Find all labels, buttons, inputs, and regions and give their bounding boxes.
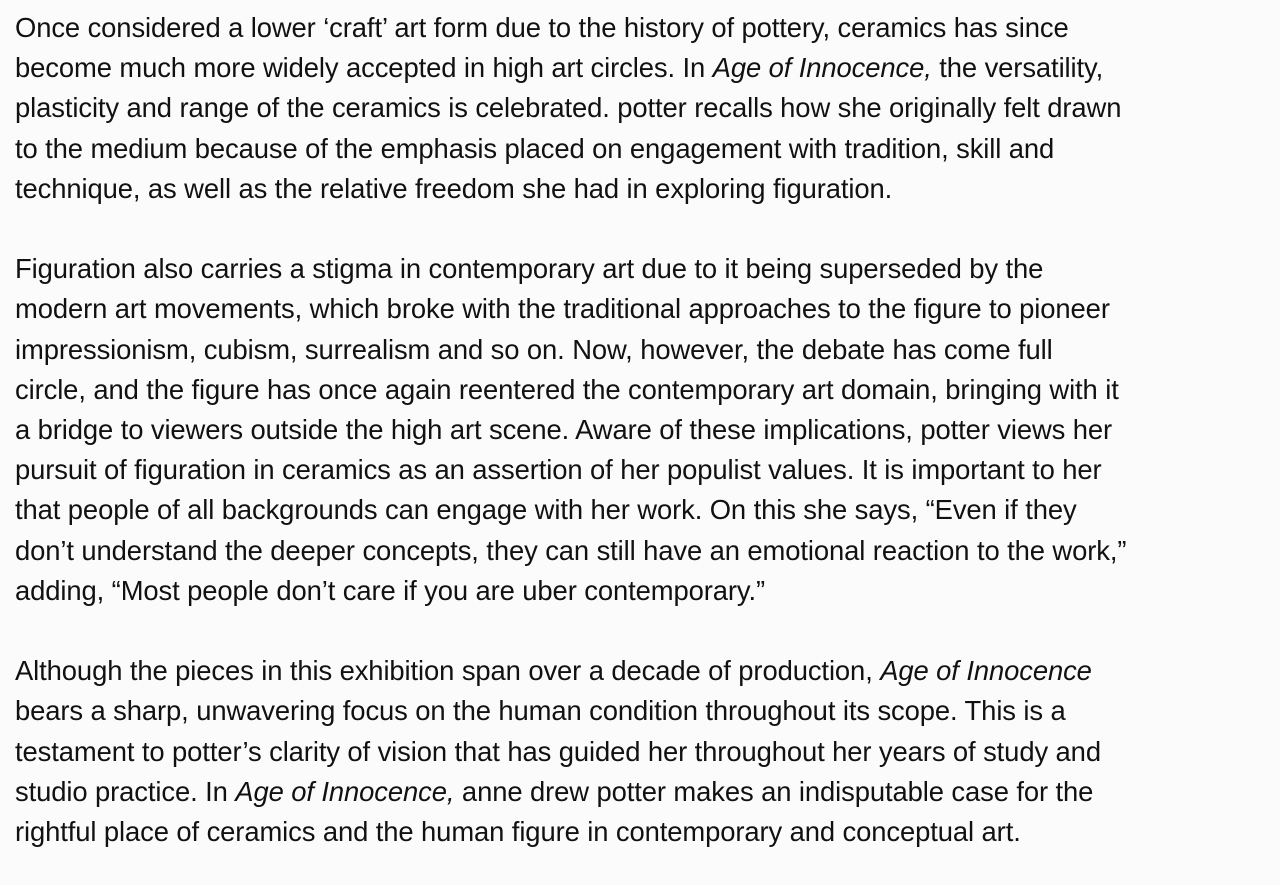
text-line (15, 691, 1266, 731)
text-line (15, 571, 1266, 611)
text-segment: Once considered a lower ‘craft’ art form due to the history of pottery, ceramics has since (15, 12, 1069, 43)
text-line (15, 289, 1266, 329)
text-line (15, 8, 1266, 48)
text-segment: technique, as well as the relative freedom she had in exploring figuration. (15, 172, 893, 204)
text-segment: impressionism, cubism, surrealism and so on. Now, however, the debate has come full (15, 333, 1053, 365)
italic-title-text: Age of Innocence, (712, 52, 932, 84)
text-segment: circle, and the figure has once again reentered the contemporary art domain, bringing with it (15, 373, 1119, 405)
text-segment: Figuration also carries a stigma in contemporary art due to it being superseded by the (15, 253, 1044, 285)
text-line (15, 490, 1266, 530)
text-segment: to the medium because of the emphasis placed on engagement with tradition, skill and (15, 132, 1055, 164)
text-line (15, 88, 1266, 128)
text-line (15, 48, 1266, 88)
text-segment: studio practice. In (15, 775, 236, 807)
text-segment: become much more widely accepted in high art circles. In (15, 52, 713, 84)
italic-title-text: Age of Innocence (880, 655, 1092, 687)
italic-title-text: Age of Innocence, (235, 775, 455, 807)
text-segment: testament to potter’s clarity of vision that has guided her throughout her years of study and (15, 735, 1101, 767)
text-line (15, 410, 1266, 450)
text-line (15, 249, 1266, 289)
text-segment: that people of all backgrounds can engage with her work. On this she says, “Even if they (15, 494, 1077, 526)
text-segment: don’t understand the deeper concepts, they can still have an emotional reaction to the work,” (15, 534, 1127, 566)
text-line (15, 370, 1266, 410)
text-segment: bears a sharp, unwavering focus on the human condition throughout its scope. This is a (15, 695, 1066, 727)
paragraph-1 (15, 8, 1266, 209)
text-line (15, 531, 1266, 571)
text-segment: plasticity and range of the ceramics is celebrated. potter recalls how she originally felt drawn (15, 92, 1122, 124)
text-segment: a bridge to viewers outside the high art scene. Aware of these implications, potter views her (15, 414, 1113, 446)
text-line (15, 651, 1266, 691)
text-segment: adding, “Most people don’t care if you are uber contemporary.” (15, 574, 765, 606)
text-segment: pursuit of figuration in ceramics as an assertion of her populist values. It is important to her (15, 454, 1102, 486)
text-segment: Although the pieces in this exhibition span over a decade of production, (15, 655, 881, 687)
paragraph-2 (15, 249, 1266, 611)
paragraph-3 (15, 651, 1266, 852)
text-line (15, 169, 1266, 209)
text-line (15, 330, 1266, 370)
text-line (15, 812, 1266, 852)
text-line (15, 772, 1266, 812)
text-segment: the versatility, (931, 52, 1104, 84)
text-line (15, 732, 1266, 772)
document-body (15, 8, 1266, 852)
text-segment: modern art movements, which broke with the traditional approaches to the figure to pioneer (15, 293, 1110, 325)
text-segment: rightful place of ceramics and the human figure in contemporary and conceptual art. (15, 816, 1021, 848)
text-segment: anne drew potter makes an indisputable case for the (454, 775, 1094, 807)
text-line (15, 129, 1266, 169)
text-line (15, 450, 1266, 490)
